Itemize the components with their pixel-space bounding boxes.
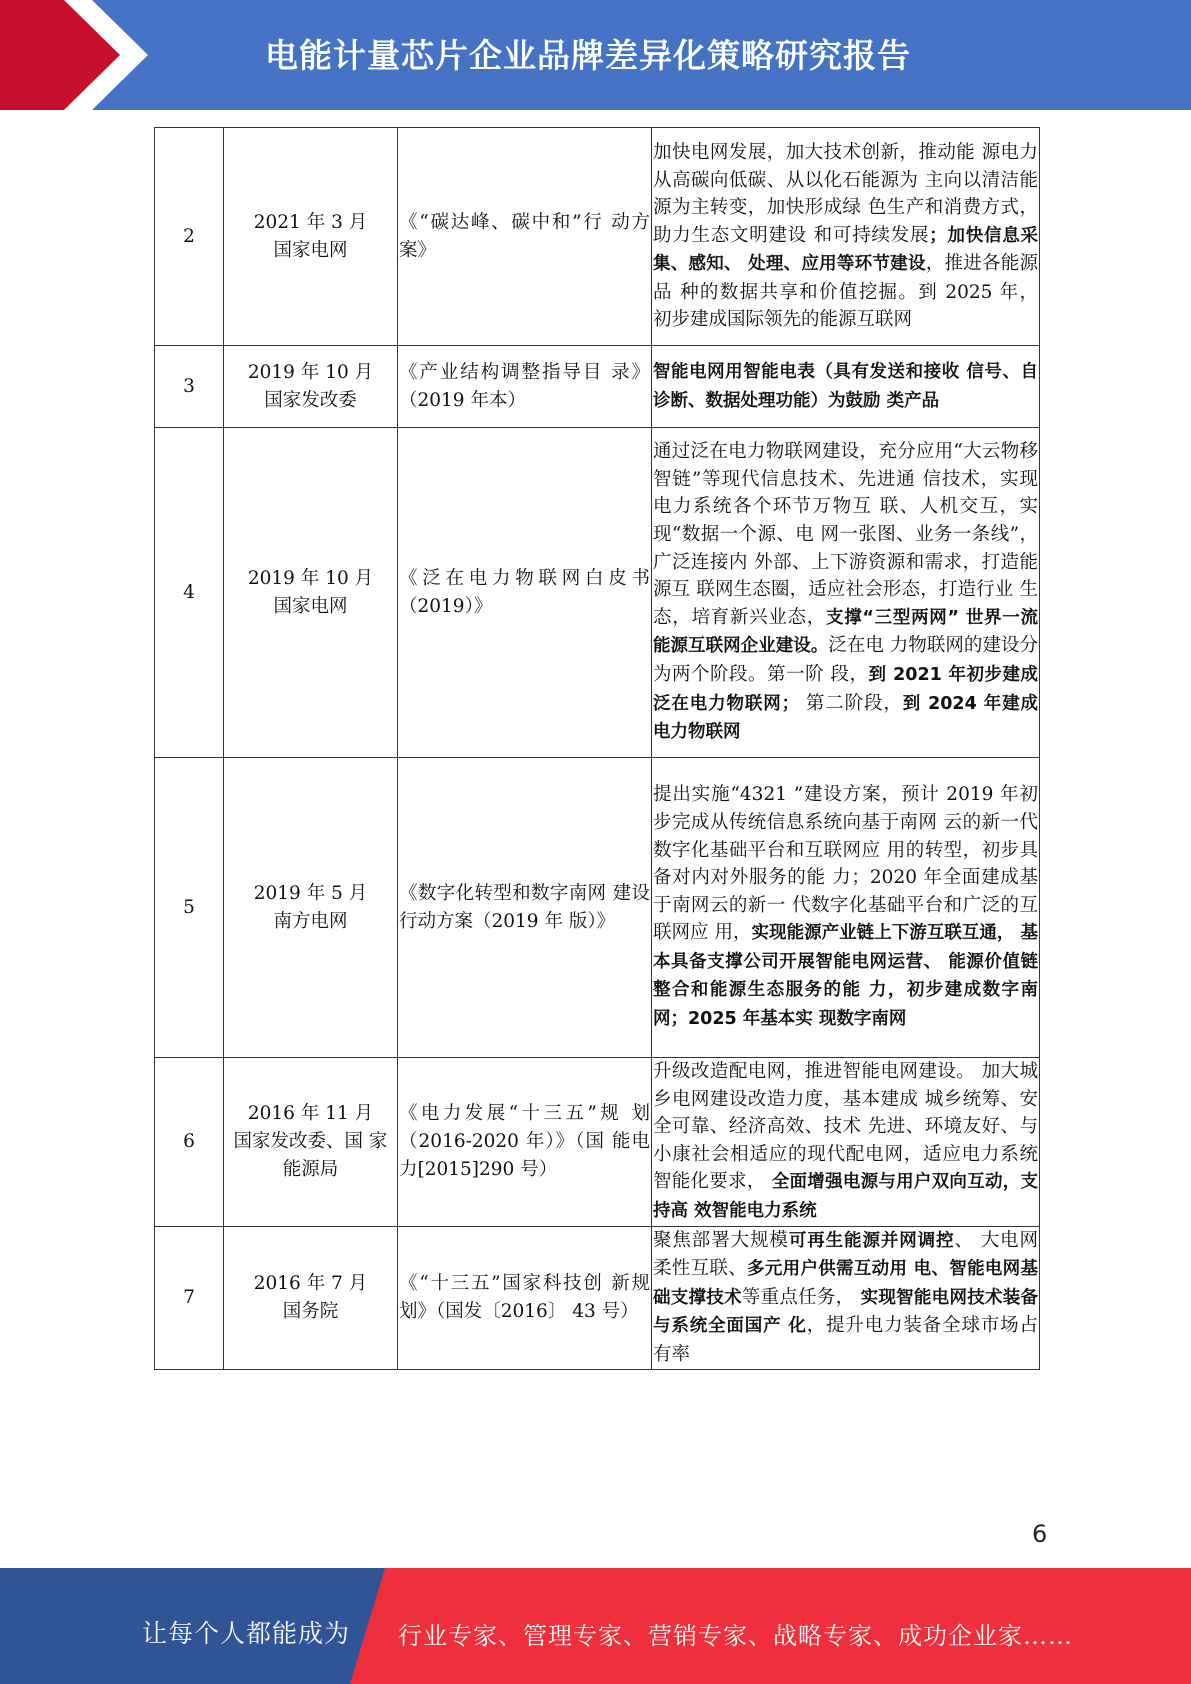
highlighted-text: 实现智能电网技术装备与系统全面国产 化 (653, 1287, 1039, 1337)
content-text: 第二阶段， (799, 692, 903, 714)
content-text: 聚焦部署大规模 (653, 1229, 789, 1251)
highlighted-text: 多元用户供需互动用 电、智能电网基础支撑技术 (653, 1259, 1038, 1308)
table-row (155, 1226, 1040, 1369)
issue-date: 2019 年 10 月 (247, 567, 374, 589)
issuer-cell (224, 128, 398, 346)
policy-document-name: 《电力发展“十三五”规 划（2016-2020 年）》（国 能电力[2015]290 号） (398, 1058, 652, 1227)
content-text: 、 大电网柔性互联、 (653, 1229, 1038, 1280)
table-row (155, 346, 1040, 428)
row-number: 7 (155, 1226, 224, 1369)
table-row (155, 428, 1040, 758)
policy-content (652, 1226, 1040, 1369)
row-number: 5 (155, 758, 224, 1058)
content-text: ，提升电力装备全球市场占有率 (653, 1315, 1038, 1365)
highlighted-text: 到 2021 年初步建成泛在电力物联网； (653, 664, 1038, 714)
policy-content (652, 428, 1040, 758)
policy-content (652, 346, 1040, 428)
issuer-cell (224, 428, 398, 758)
content-text: 提出实施“4321 ”建设方案，预计 2019 年初步完成从传统信息系统向基于南网 云的新一代数字化基础平台和互联网应 用的转型，初步具备对内对外服务的能 力；2020 年全面建成基于南网云的新一 代数字化基础平台和广泛的互联网应 用， (653, 784, 1038, 944)
footer-slogan-right: 行业专家、管理专家、营销专家、战略专家、成功企业家…… (398, 1622, 1073, 1650)
issuing-organization: 国家发改委 (264, 389, 357, 411)
policy-content (652, 1058, 1040, 1227)
report-title: 电能计量芯片企业品牌差异化策略研究报告 (265, 36, 911, 75)
issuer-cell (224, 758, 398, 1058)
policy-document-name: 《数字化转型和数字南网 建设行动方案（2019 年 版）》 (398, 758, 652, 1058)
table-row (155, 128, 1040, 346)
content-text: 等重点任务， (741, 1286, 861, 1308)
policy-document-name: 《泛在电力物联网白皮书（2019）》 (398, 428, 652, 758)
issue-date: 2016 年 7 月 (253, 1272, 368, 1294)
issuer-cell (224, 346, 398, 428)
content-text: 通过泛在电力物联网建设，充分应用“大云物移智链”等现代信息技术、先进通 信技术，实现电力系统各个环节万物互 联、人机交互，实现“数据一个源、电 网一张图、业务一条线”，广泛连接内 外部、上下游资源和需求，打造能源互 联网生态圈，适应社会形态，打造行业 生态，培育新兴业态， (653, 441, 1038, 628)
issue-date: 2021 年 3 月 (253, 211, 368, 233)
page-header (0, 0, 1191, 110)
issuing-organization: 国家电网 (273, 239, 348, 261)
issuer-cell (224, 1058, 398, 1227)
issue-date: 2019 年 10 月 (247, 361, 374, 383)
row-number: 4 (155, 428, 224, 758)
issuing-organization: 国务院 (282, 1300, 339, 1322)
content-text: ，推进各能源品 种的数据共享和价值挖掘。到 2025 年， 初步建成国际领先的能源互联网 (653, 253, 1038, 331)
highlighted-text: 智能电网用智能电表（具有发送和接收 信号、自诊断、数据处理功能）为鼓励 类产品 (653, 361, 1038, 411)
policy-document-name: 《“碳达峰、碳中和”行 动方案》 (398, 128, 652, 346)
table-row (155, 758, 1040, 1058)
policy-document-name: 《产业结构调整指导目 录》（2019 年本） (398, 346, 652, 428)
row-number: 3 (155, 346, 224, 428)
highlighted-text: 支撑“三型两网” 世界一流能源互联网企业建设。 (653, 607, 1038, 657)
highlighted-text: 可再生能源并网调控 (788, 1230, 955, 1251)
policy-content (652, 128, 1040, 346)
row-number: 2 (155, 128, 224, 346)
row-number: 6 (155, 1058, 224, 1227)
issuing-organization: 国家电网 (273, 595, 348, 617)
page-footer (0, 1568, 1191, 1684)
highlighted-text: 全面增强电源与用户双向互动，支持高 效智能电力系统 (653, 1172, 1039, 1221)
content-text: 加快电网发展，加大技术创新，推动能 源电力从高碳向低碳、从以化石能源为 主向以清洁能源为主转变，加快形成绿 色生产和消费方式，助力生态文明建设 和可持续发展 (653, 141, 1038, 246)
page-number: 6 (1032, 1520, 1048, 1548)
issue-date: 2016 年 11 月 (247, 1103, 374, 1125)
highlighted-text: 到 2024 年建成电力物联网 (653, 693, 1038, 743)
issuer-cell (224, 1226, 398, 1369)
issuing-organization: 国家发改委、国 家能源局 (233, 1130, 388, 1180)
header-red-arrow-decoration (0, 0, 160, 110)
highlighted-text: ；加快信息采集、感知、 处理、应用等环节建设 (653, 225, 1038, 275)
content-text: 泛在电 力物联网的建设分为两个阶段。第一阶 段， (653, 635, 1038, 685)
issue-date: 2019 年 5 月 (253, 882, 368, 904)
issuing-organization: 南方电网 (273, 910, 348, 932)
policy-table (154, 127, 1040, 1370)
highlighted-text: 实现能源产业链上下游互联互通， 基本具备支撑公司开展智能电网运营、 能源价值链整合和能源生态服务的能 力，初步建成数字南网；2025 年基本实 现数字南网 (653, 923, 1038, 1030)
content-text: 升级改造配电网，推进智能电网建设。 加大城乡电网建设改造力度，基本建成 城乡统筹、安全可靠、经济高效、技术 先进、环境友好、与小康社会相适应的现代配电网，适应电力系统智能化要求， (653, 1061, 1038, 1193)
table-row (155, 1058, 1040, 1227)
policy-document-name: 《“十三五”国家科技创 新规划》（国发〔2016〕 43 号） (398, 1226, 652, 1369)
policy-content (652, 758, 1040, 1058)
footer-slogan-left: 让每个人都能成为 (142, 1619, 351, 1648)
